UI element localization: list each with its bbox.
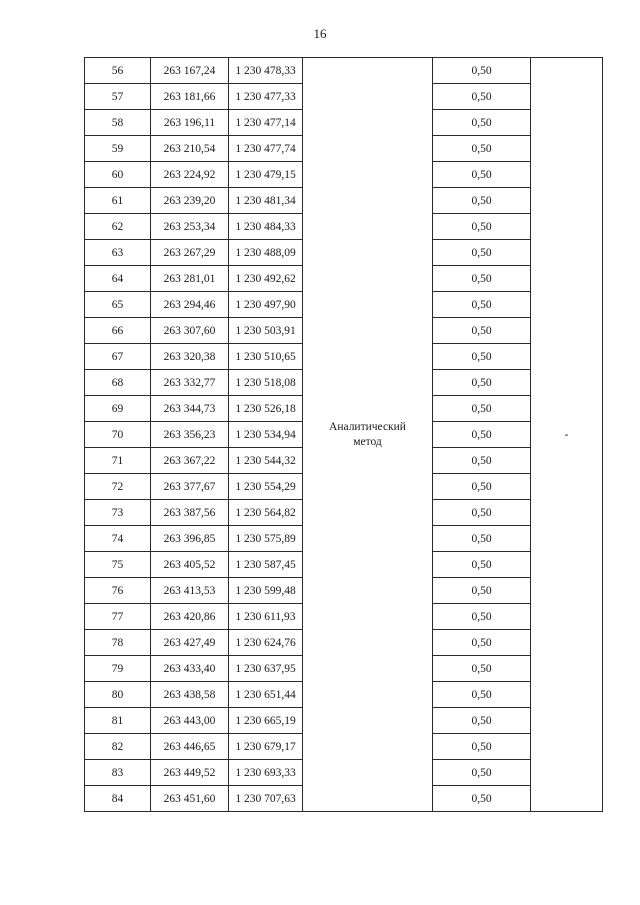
method-label-line2: метод — [353, 435, 382, 448]
y-coordinate-cell: 1 230 679,17 — [229, 734, 303, 760]
table-body — [85, 58, 603, 812]
precision-cell: 0,50 — [433, 214, 531, 240]
y-coordinate-cell: 1 230 707,63 — [229, 786, 303, 812]
point-number-cell: 58 — [85, 110, 151, 136]
precision-cell: 0,50 — [433, 786, 531, 812]
point-number-cell: 57 — [85, 84, 151, 110]
x-coordinate-cell: 263 413,53 — [151, 578, 229, 604]
last-column-cell — [531, 58, 603, 812]
method-label-line1: Аналитический — [329, 420, 406, 433]
coordinates-table — [84, 57, 603, 812]
y-coordinate-cell: 1 230 534,94 — [229, 422, 303, 448]
x-coordinate-cell: 263 267,29 — [151, 240, 229, 266]
x-coordinate-cell: 263 405,52 — [151, 552, 229, 578]
y-coordinate-cell: 1 230 484,33 — [229, 214, 303, 240]
y-coordinate-cell: 1 230 477,74 — [229, 136, 303, 162]
point-number-cell: 68 — [85, 370, 151, 396]
point-number-cell: 67 — [85, 344, 151, 370]
x-coordinate-cell: 263 332,77 — [151, 370, 229, 396]
precision-cell: 0,50 — [433, 136, 531, 162]
precision-cell: 0,50 — [433, 604, 531, 630]
x-coordinate-cell: 263 167,24 — [151, 58, 229, 84]
table-row — [85, 58, 603, 84]
precision-cell: 0,50 — [433, 188, 531, 214]
precision-cell: 0,50 — [433, 474, 531, 500]
point-number-cell: 84 — [85, 786, 151, 812]
point-number-cell: 80 — [85, 682, 151, 708]
precision-cell: 0,50 — [433, 162, 531, 188]
point-number-cell: 70 — [85, 422, 151, 448]
y-coordinate-cell: 1 230 510,65 — [229, 344, 303, 370]
y-coordinate-cell: 1 230 477,33 — [229, 84, 303, 110]
point-number-cell: 79 — [85, 656, 151, 682]
point-number-cell: 59 — [85, 136, 151, 162]
x-coordinate-cell: 263 433,40 — [151, 656, 229, 682]
x-coordinate-cell: 263 377,67 — [151, 474, 229, 500]
point-number-cell: 74 — [85, 526, 151, 552]
y-coordinate-cell: 1 230 526,18 — [229, 396, 303, 422]
y-coordinate-cell: 1 230 564,82 — [229, 500, 303, 526]
y-coordinate-cell: 1 230 488,09 — [229, 240, 303, 266]
precision-cell: 0,50 — [433, 682, 531, 708]
precision-cell: 0,50 — [433, 734, 531, 760]
point-number-cell: 75 — [85, 552, 151, 578]
x-coordinate-cell: 263 344,73 — [151, 396, 229, 422]
precision-cell: 0,50 — [433, 422, 531, 448]
point-number-cell: 76 — [85, 578, 151, 604]
point-number-cell: 64 — [85, 266, 151, 292]
precision-cell: 0,50 — [433, 526, 531, 552]
point-number-cell: 60 — [85, 162, 151, 188]
point-number-cell: 83 — [85, 760, 151, 786]
point-number-cell: 61 — [85, 188, 151, 214]
y-coordinate-cell: 1 230 693,33 — [229, 760, 303, 786]
y-coordinate-cell: 1 230 544,32 — [229, 448, 303, 474]
x-coordinate-cell: 263 320,38 — [151, 344, 229, 370]
precision-cell: 0,50 — [433, 552, 531, 578]
y-coordinate-cell: 1 230 503,91 — [229, 318, 303, 344]
precision-cell: 0,50 — [433, 760, 531, 786]
x-coordinate-cell: 263 356,23 — [151, 422, 229, 448]
point-number-cell: 81 — [85, 708, 151, 734]
y-coordinate-cell: 1 230 611,93 — [229, 604, 303, 630]
x-coordinate-cell: 263 307,60 — [151, 318, 229, 344]
x-coordinate-cell: 263 451,60 — [151, 786, 229, 812]
y-coordinate-cell: 1 230 478,33 — [229, 58, 303, 84]
y-coordinate-cell: 1 230 518,08 — [229, 370, 303, 396]
x-coordinate-cell: 263 446,65 — [151, 734, 229, 760]
precision-cell: 0,50 — [433, 58, 531, 84]
x-coordinate-cell: 263 438,58 — [151, 682, 229, 708]
y-coordinate-cell: 1 230 665,19 — [229, 708, 303, 734]
x-coordinate-cell: 263 281,01 — [151, 266, 229, 292]
y-coordinate-cell: 1 230 477,14 — [229, 110, 303, 136]
x-coordinate-cell: 263 294,46 — [151, 292, 229, 318]
page-number: 16 — [313, 26, 327, 41]
precision-cell: 0,50 — [433, 396, 531, 422]
y-coordinate-cell: 1 230 624,76 — [229, 630, 303, 656]
y-coordinate-cell: 1 230 554,29 — [229, 474, 303, 500]
precision-cell: 0,50 — [433, 630, 531, 656]
point-number-cell: 62 — [85, 214, 151, 240]
x-coordinate-cell: 263 396,85 — [151, 526, 229, 552]
x-coordinate-cell: 263 427,49 — [151, 630, 229, 656]
x-coordinate-cell: 263 449,52 — [151, 760, 229, 786]
precision-cell: 0,50 — [433, 292, 531, 318]
x-coordinate-cell: 263 196,11 — [151, 110, 229, 136]
precision-cell: 0,50 — [433, 656, 531, 682]
point-number-cell: 63 — [85, 240, 151, 266]
precision-cell: 0,50 — [433, 318, 531, 344]
x-coordinate-cell: 263 181,66 — [151, 84, 229, 110]
point-number-cell: 77 — [85, 604, 151, 630]
precision-cell: 0,50 — [433, 448, 531, 474]
precision-cell: 0,50 — [433, 578, 531, 604]
precision-cell: 0,50 — [433, 110, 531, 136]
point-number-cell: 73 — [85, 500, 151, 526]
y-coordinate-cell: 1 230 479,15 — [229, 162, 303, 188]
y-coordinate-cell: 1 230 575,89 — [229, 526, 303, 552]
point-number-cell: 82 — [85, 734, 151, 760]
x-coordinate-cell: 263 367,22 — [151, 448, 229, 474]
precision-cell: 0,50 — [433, 370, 531, 396]
y-coordinate-cell: 1 230 481,34 — [229, 188, 303, 214]
y-coordinate-cell: 1 230 651,44 — [229, 682, 303, 708]
x-coordinate-cell: 263 253,34 — [151, 214, 229, 240]
point-number-cell: 65 — [85, 292, 151, 318]
precision-cell: 0,50 — [433, 84, 531, 110]
x-coordinate-cell: 263 387,56 — [151, 500, 229, 526]
point-number-cell: 72 — [85, 474, 151, 500]
x-coordinate-cell: 263 239,20 — [151, 188, 229, 214]
precision-cell: 0,50 — [433, 240, 531, 266]
x-coordinate-cell: 263 224,92 — [151, 162, 229, 188]
dash-mark: - — [564, 427, 569, 441]
y-coordinate-cell: 1 230 587,45 — [229, 552, 303, 578]
point-number-cell: 78 — [85, 630, 151, 656]
y-coordinate-cell: 1 230 637,95 — [229, 656, 303, 682]
precision-cell: 0,50 — [433, 266, 531, 292]
method-cell — [303, 58, 433, 812]
x-coordinate-cell: 263 210,54 — [151, 136, 229, 162]
x-coordinate-cell: 263 443,00 — [151, 708, 229, 734]
precision-cell: 0,50 — [433, 500, 531, 526]
y-coordinate-cell: 1 230 492,62 — [229, 266, 303, 292]
precision-cell: 0,50 — [433, 708, 531, 734]
y-coordinate-cell: 1 230 599,48 — [229, 578, 303, 604]
x-coordinate-cell: 263 420,86 — [151, 604, 229, 630]
y-coordinate-cell: 1 230 497,90 — [229, 292, 303, 318]
point-number-cell: 56 — [85, 58, 151, 84]
precision-cell: 0,50 — [433, 344, 531, 370]
point-number-cell: 71 — [85, 448, 151, 474]
point-number-cell: 66 — [85, 318, 151, 344]
point-number-cell: 69 — [85, 396, 151, 422]
